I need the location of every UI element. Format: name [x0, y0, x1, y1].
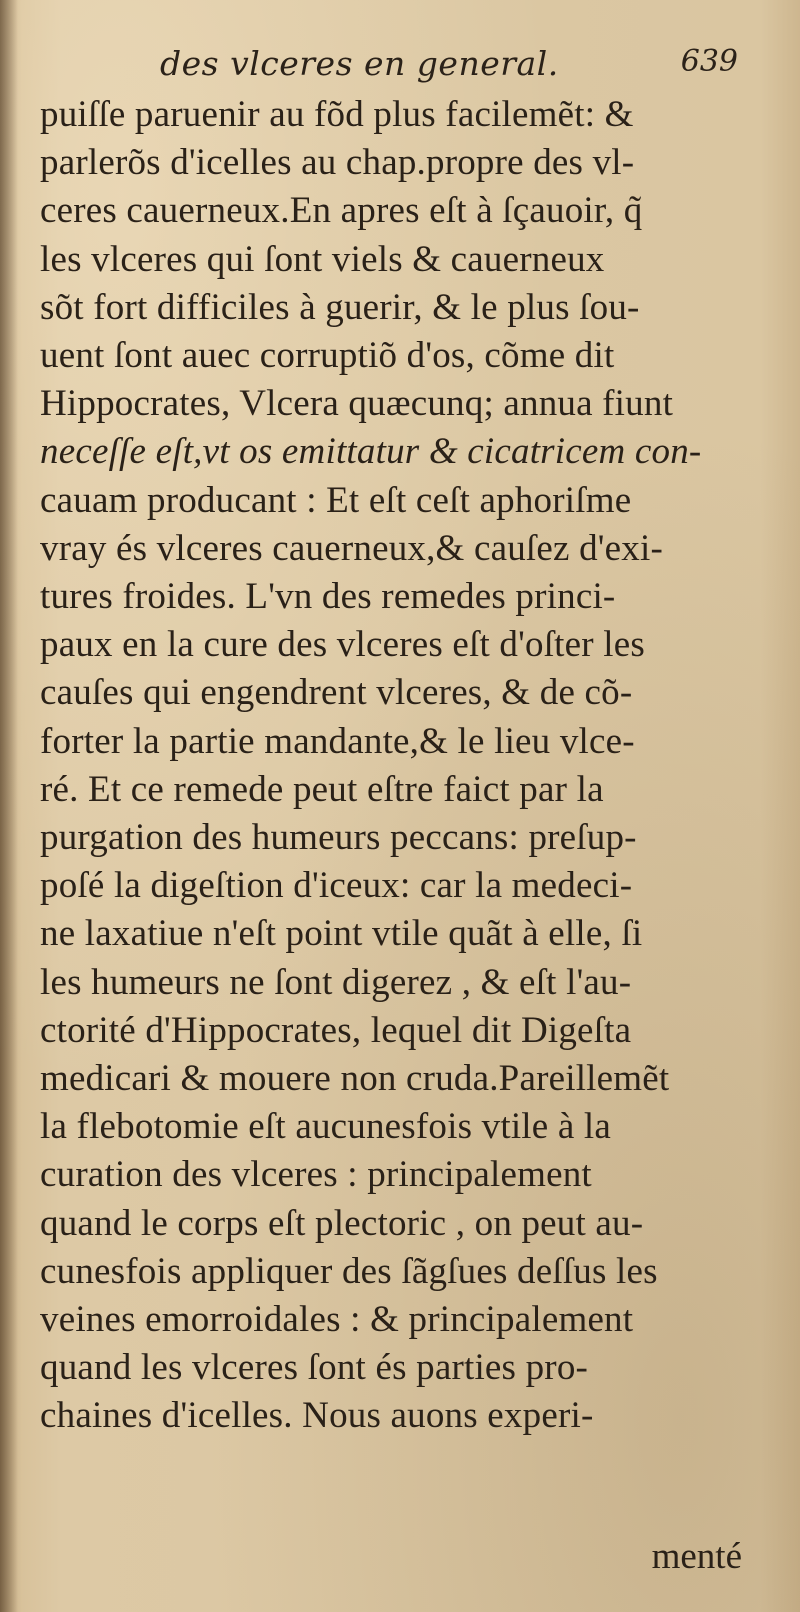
text-line: uent ſont auec corruptiõ d'os, cõme dit — [40, 335, 615, 376]
text-line: Hippocrates, Vlcera quæcunq; annua fiunt — [40, 383, 674, 425]
text-line: ne laxatiue n'eſt point vtile quãt à elle, ſi — [40, 913, 643, 955]
text-line: ré. Et ce remede peut eſtre faict par la — [40, 768, 604, 810]
text-line: les vlceres qui ſont viels & cauerneux — [40, 238, 605, 280]
text-line: parlerõs d'icelles au chap.propre des vl- — [40, 142, 635, 184]
text-line: poſé la digeſtion d'iceux: car la medeci- — [40, 865, 633, 907]
text-line: cauam producant : Et eſt ceſt aphoriſme — [40, 479, 632, 521]
text-line: quand le corps eſt plectoric , on peut au- — [40, 1202, 644, 1244]
text-line: quand les vlceres ſont és parties pro- — [40, 1347, 589, 1389]
text-line: ceres cauerneux.En apres eſt à ſçauoir, q̃ — [40, 190, 643, 232]
catchword: menté — [651, 1536, 742, 1577]
text-line: sõt fort difficiles à guerir, & le plus ſou- — [40, 286, 640, 328]
gutter-shadow — [0, 0, 18, 1612]
text-line: medicari & mouere non cruda.Pareillemẽt — [40, 1058, 670, 1099]
text-line: purgation des humeurs peccans: preſup- — [40, 817, 637, 858]
text-line: paux en la cure des vlceres eſt d'oſter les — [40, 624, 645, 666]
text-line: cunesfois appliquer des ſãgſues deſſus les — [40, 1250, 658, 1292]
text-line: curation des vlceres : principalement — [40, 1154, 592, 1196]
text-line: chaines d'icelles. Nous auons experi- — [40, 1395, 594, 1437]
running-title: des vlceres en general. — [160, 44, 559, 83]
page-number: 639 — [680, 44, 738, 79]
running-head — [160, 44, 760, 94]
text-line: la flebotomie eſt aucunesfois vtile à la — [40, 1106, 612, 1148]
text-line: cauſes qui engendrent vlceres, & de cõ- — [40, 672, 633, 714]
text-line: tures froides. L'vn des remedes princi- — [40, 576, 616, 617]
text-line: ctorité d'Hippocrates, lequel dit Digeſta — [40, 1009, 632, 1051]
text-line: forter la partie mandante,& le lieu vlce- — [40, 720, 635, 762]
text-line: veines emorroidales : & principalement — [40, 1299, 634, 1340]
text-line: neceſſe eſt,vt os emittatur & cicatricem con- — [40, 431, 702, 473]
text-line: puiſſe paruenir au fõd plus facilemẽt: & — [40, 94, 634, 135]
text-line: vray és vlceres cauerneux,& cauſez d'exi- — [40, 527, 663, 569]
text-line: les humeurs ne ſont digerez , & eſt l'au- — [40, 961, 632, 1003]
